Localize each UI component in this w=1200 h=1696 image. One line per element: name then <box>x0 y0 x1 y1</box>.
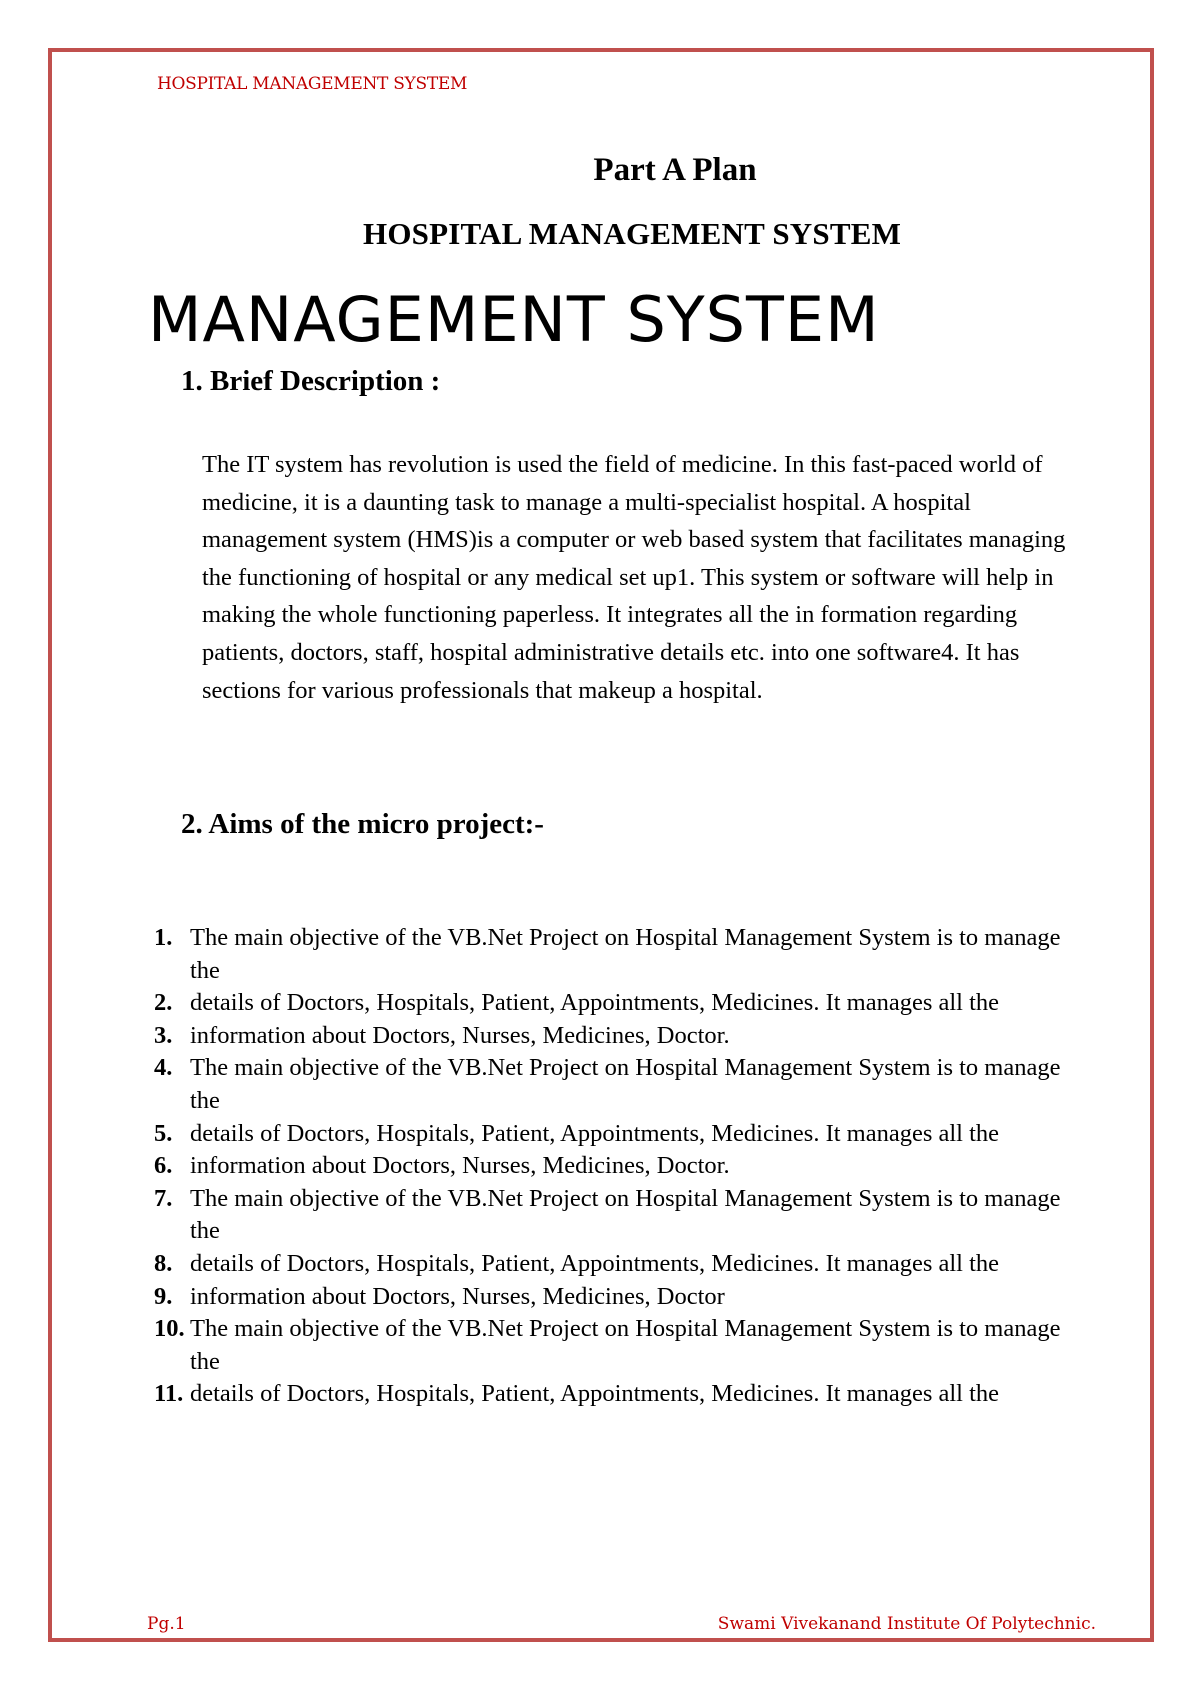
list-number: 4. <box>154 1054 173 1082</box>
list-item <box>140 1052 1080 1117</box>
list-item <box>140 1281 1080 1314</box>
page-number: Pg.1 <box>147 1614 186 1634</box>
list-item <box>140 987 1080 1020</box>
list-number: 6. <box>154 1152 173 1180</box>
aims-list <box>140 922 1080 1411</box>
list-item <box>140 1378 1080 1411</box>
big-heading: MANAGEMENT SYSTEM <box>148 283 880 356</box>
list-item-text: information about Doctors, Nurses, Medicines, Doctor <box>190 1282 725 1310</box>
list-number: 5. <box>154 1119 173 1147</box>
list-number: 2. <box>154 989 173 1017</box>
list-item-text: The main objective of the VB.Net Project on Hospital Management System is to manage the <box>190 1315 1061 1375</box>
list-item <box>140 1020 1080 1053</box>
brief-description-paragraph: The IT system has revolution is used the field of medicine. In this fast-paced world of medicine, it is a daunting task to manage a multi-specialist hospital. A hospital management system (HMS)is a computer or web based system that facilitates managing the functioning of hospital or any medical set up1. This system or software will help in making the whole functioning paperless. It integrates all the in formation regarding patients, doctors, staff, hospital administrative details etc. into one software4. It has sections for various professionals that makeup a hospital. <box>202 451 1066 704</box>
list-number: 3. <box>154 1021 173 1049</box>
section-heading-brief-description: 1. Brief Description : <box>181 365 441 397</box>
list-item <box>140 1183 1080 1248</box>
footer-institute: Swami Vivekanand Institute Of Polytechnic. <box>717 1614 1096 1634</box>
list-item <box>140 922 1080 987</box>
list-item <box>140 1248 1080 1281</box>
list-item <box>140 1150 1080 1183</box>
list-item-text: The main objective of the VB.Net Project on Hospital Management System is to manage the <box>190 1054 1061 1114</box>
list-number: 11. <box>154 1380 184 1408</box>
list-number: 1. <box>154 924 173 951</box>
list-item-text: details of Doctors, Hospitals, Patient, Appointments, Medicines. It manages all the <box>190 1380 1000 1408</box>
list-item-text: information about Doctors, Nurses, Medicines, Doctor. <box>190 1152 730 1180</box>
list-item <box>140 1313 1080 1378</box>
list-number: 8. <box>154 1249 173 1277</box>
list-item-text: The main objective of the VB.Net Project on Hospital Management System is to manage the <box>190 924 1061 984</box>
list-number: 10. <box>154 1315 185 1343</box>
list-item-text: details of Doctors, Hospitals, Patient, Appointments, Medicines. It manages all the <box>190 1119 1000 1147</box>
document-title: Part A Plan <box>593 152 757 188</box>
list-item-text: information about Doctors, Nurses, Medicines, Doctor. <box>190 1021 730 1049</box>
list-item-text: details of Doctors, Hospitals, Patient, Appointments, Medicines. It manages all the <box>190 989 1000 1017</box>
list-item <box>140 1118 1080 1151</box>
list-item-text: The main objective of the VB.Net Project on Hospital Management System is to manage the <box>190 1184 1061 1245</box>
list-item-text: details of Doctors, Hospitals, Patient, Appointments, Medicines. It manages all the <box>190 1249 1000 1277</box>
list-number: 7. <box>154 1184 173 1212</box>
running-header: HOSPITAL MANAGEMENT SYSTEM <box>157 74 468 94</box>
section-heading-aims: 2. Aims of the micro project:- <box>181 808 544 840</box>
document-subtitle: HOSPITAL MANAGEMENT SYSTEM <box>363 216 902 251</box>
list-number: 9. <box>154 1282 173 1310</box>
